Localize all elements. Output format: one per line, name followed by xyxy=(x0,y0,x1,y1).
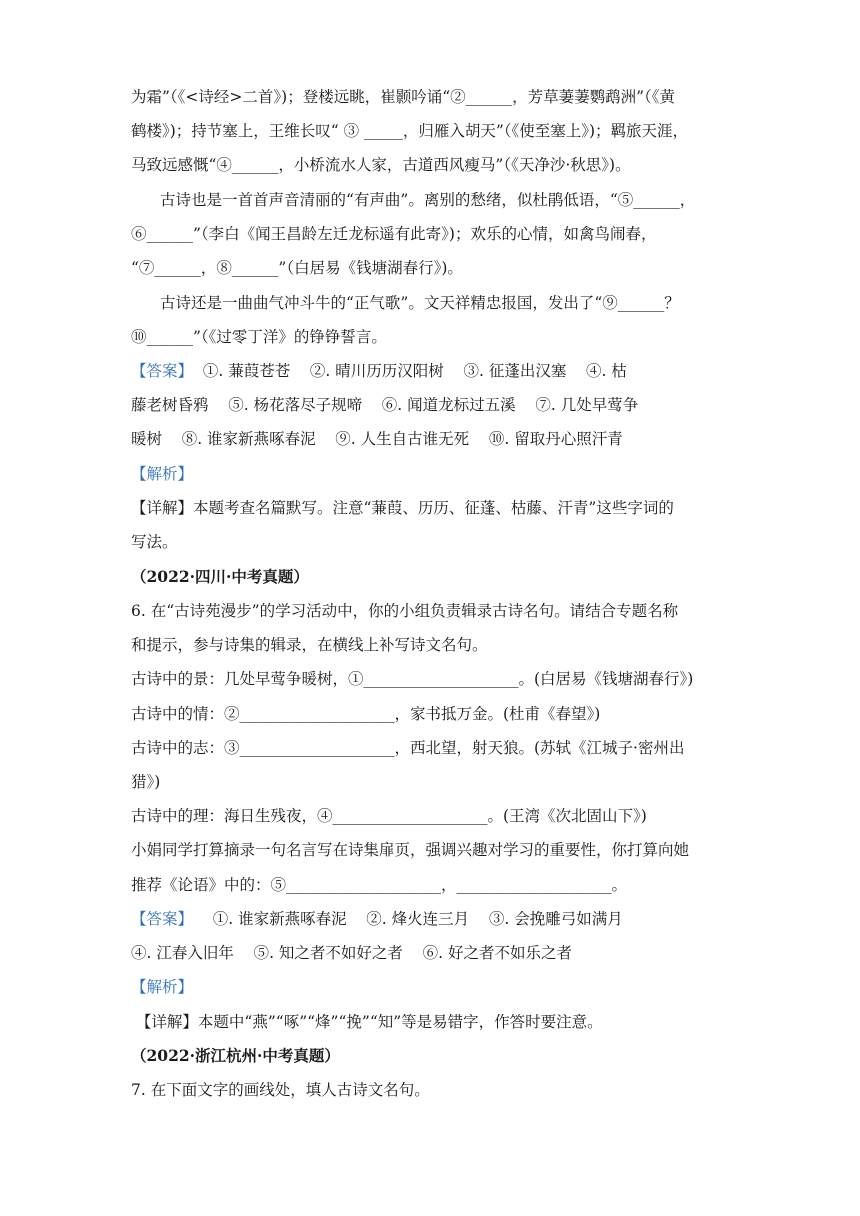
text-line: 7. 在下面文字的画线处，填人古诗文名句。 xyxy=(131,1081,430,1099)
text-line: 马致远感慨“④______，小桥流水人家，古道西风瘦马”（《天净沙·秋思》)。 xyxy=(131,156,631,174)
text-line: 暖树 ⑧. 谁家新燕啄春泥 ⑨. 人生自古谁无死 ⑩. 留取丹心照汗青 xyxy=(131,430,623,448)
answer-label: 【答案】 xyxy=(131,910,194,928)
text-line: 【详解】本题考查名篇默写。注意“蒹葭、历历、征蓬、枯藤、汗青”这些字词的 xyxy=(131,499,674,517)
text-line: 古诗中的志：③____________________，西北望，射天狼。(苏轼《江城子·密州出 xyxy=(131,739,685,757)
source-heading: （2022·浙江杭州·中考真题） xyxy=(131,1046,340,1065)
text-line: 【详解】本题中“燕”“啄”“烽”“挽”“知”等是易错字，作答时要注意。 xyxy=(131,1013,603,1031)
answer-line xyxy=(131,908,731,930)
text-line: 鹤楼》)；持节塞上，王维长叹“ ③ _____，归雁入胡天”（《使至塞上》)；羁旅天涯， xyxy=(131,122,689,140)
answer-line xyxy=(131,360,731,382)
text-line: ④. 江春入旧年 ⑤. 知之者不如好之者 ⑥. 好之者不如乐之者 xyxy=(131,944,572,962)
text-line: 藤老树昏鸦 ⑤. 杨花落尽子规啼 ⑥. 闻道龙标过五溪 ⑦. 几处早莺争 xyxy=(131,396,639,414)
text-line: 和提示，参与诗集的辑录，在横线上补写诗文名句。 xyxy=(131,636,488,654)
text-line: 古诗还是一曲曲气冲斗牛的“正气歌”。文天祥精忠报国，发出了“⑨______？ xyxy=(160,294,680,312)
text-line: 古诗中的景：几处早莺争暖树，①____________________。(白居易《钱塘湖春行》) xyxy=(131,670,694,688)
text-line: “⑦______，⑧______”（白居易《钱塘湖春行》)。 xyxy=(131,259,463,277)
text-line: 古诗中的理：海日生残夜，④____________________。(王湾《次北固山下》) xyxy=(131,807,647,825)
text-line: 6. 在“古诗苑漫步”的学习活动中，你的小组负责辑录古诗名句。请结合专题名称 xyxy=(131,602,679,620)
text-line: 古诗也是一首首声音清丽的“有声曲”。离别的愁绪，似杜鹃低语，“⑤______， xyxy=(160,191,696,209)
analysis-label: 【解析】 xyxy=(131,465,194,483)
text-line: 推荐《论语》中的：⑤____________________，____________________。 xyxy=(131,876,628,894)
source-heading: （2022·四川·中考真题） xyxy=(131,567,309,586)
answer-text: ①. 蒹葭苍苍 ②. 晴川历历汉阳树 ③. 征蓬出汉塞 ④. 枯 xyxy=(193,362,627,380)
answer-text: ①. 谁家新燕啄春泥 ②. 烽火连三月 ③. 会挽雕弓如满月 xyxy=(193,910,623,928)
text-line: 写法。 xyxy=(131,533,178,551)
text-line: ⑥______”（李白《闻王昌龄左迁龙标遥有此寄》)；欢乐的心情，如禽鸟闹春， xyxy=(131,225,657,243)
answer-label: 【答案】 xyxy=(131,362,194,380)
text-line: 小娟同学打算摘录一句名言写在诗集扉页，强调兴趣对学习的重要性，你打算向她 xyxy=(131,841,690,859)
text-line: 古诗中的情：②____________________，家书抵万金。(杜甫《春望》) xyxy=(131,705,601,723)
text-line: ⑩______”（《过零丁洋》的铮铮誓言。 xyxy=(131,328,387,346)
text-line: 猎》) xyxy=(131,773,161,791)
analysis-label: 【解析】 xyxy=(131,978,194,996)
text-line: 为霜”（《<诗经>二首》)；登楼远眺，崔颢吟诵“②______，芳草萋萋鹦鹉洲”（《黄 xyxy=(131,88,676,106)
